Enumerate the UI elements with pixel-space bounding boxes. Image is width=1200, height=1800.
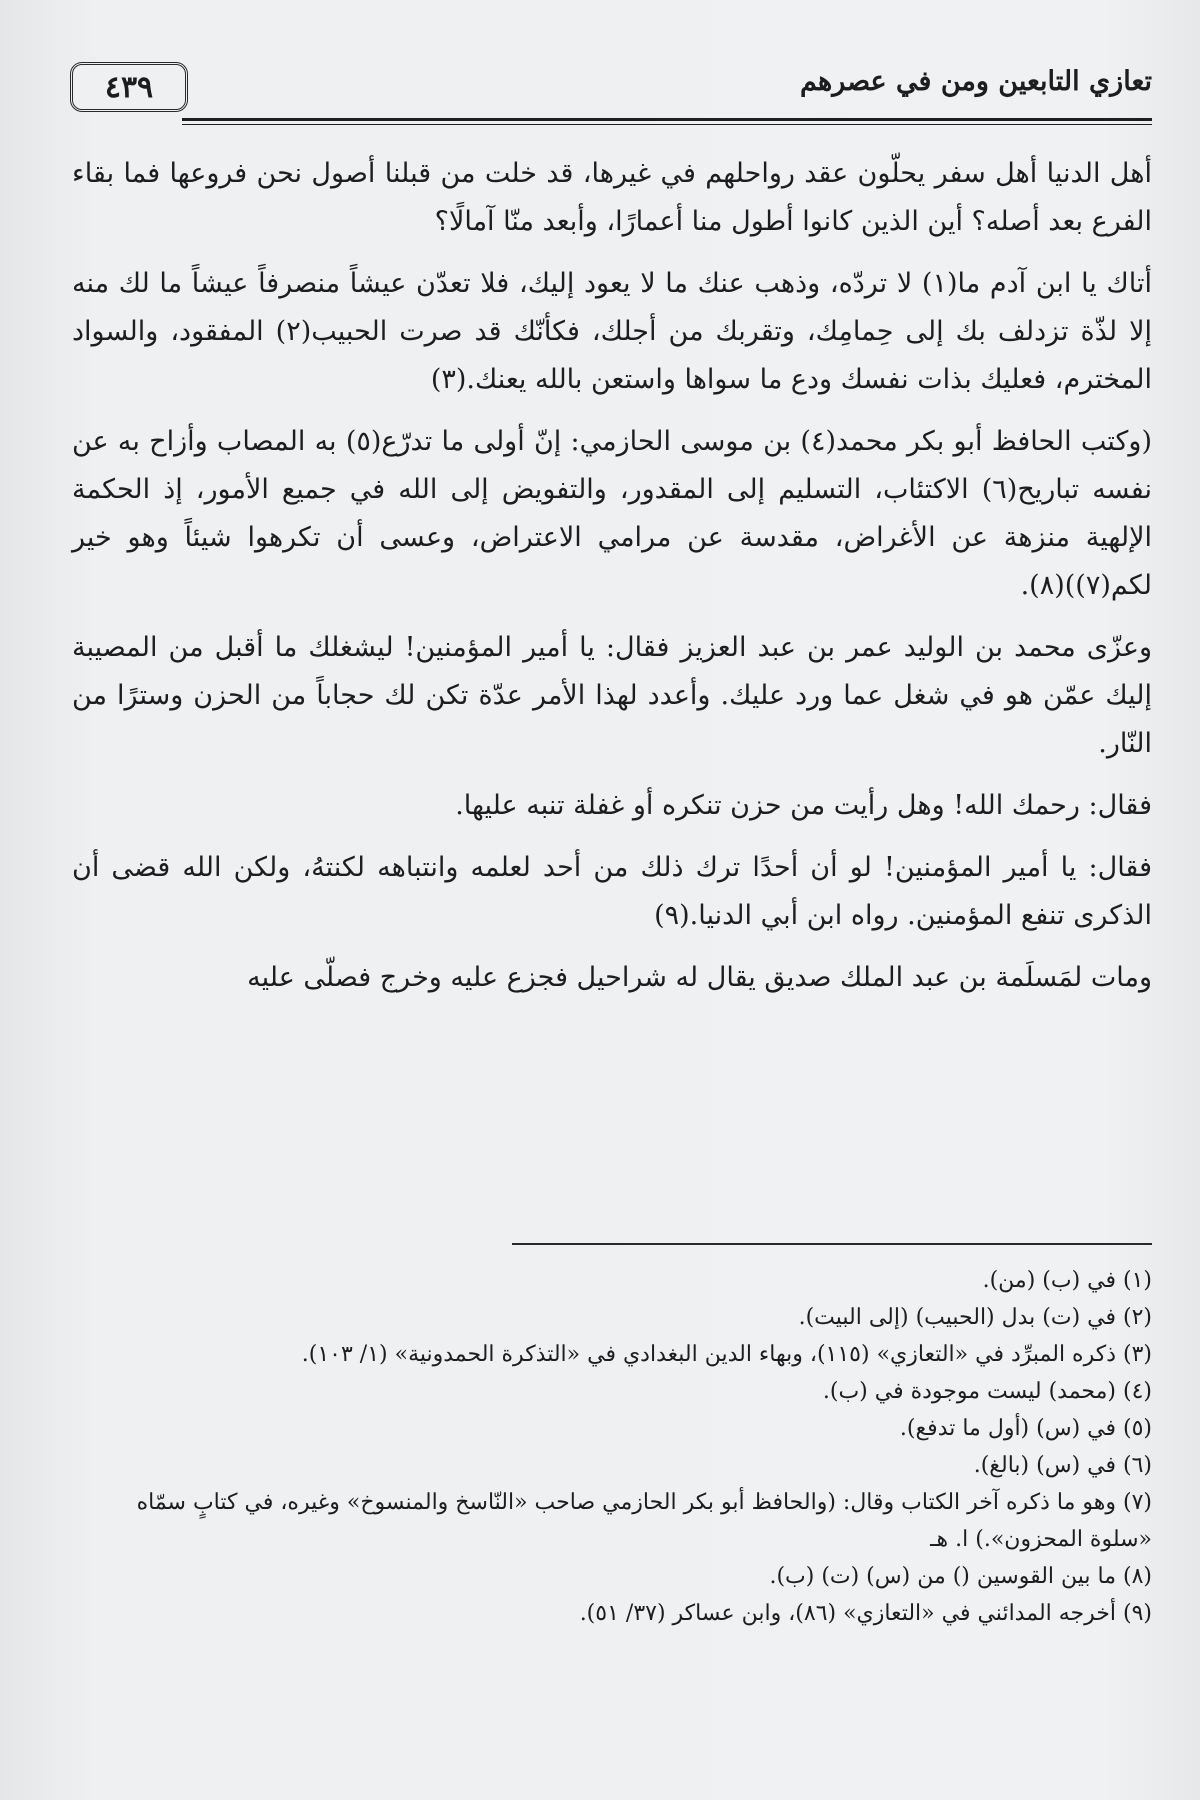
footnote: (٩) أخرجه المدائني في «التعازي» (٨٦)، وابن عساكر (٣٧/ ٥١). xyxy=(579,1601,1152,1626)
paragraph: فقال: رحمك الله! وهل رأيت من حزن تنكره أو غفلة تنبه عليها. xyxy=(455,790,1152,821)
footnote: (٦) في (س) (بالغ). xyxy=(973,1453,1152,1478)
body-text xyxy=(72,150,1152,1016)
footnote: (٨) ما بين القوسين () من (س) (ت) (ب). xyxy=(769,1564,1152,1589)
paragraph: ومات لمَسلَمة بن عبد الملك صديق يقال له شراحيل فجزع عليه وخرج فصلّى عليه xyxy=(247,962,1152,993)
paragraph: وعزّى محمد بن الوليد عمر بن عبد العزيز فقال: يا أمير المؤمنين! ليشغلك ما أقبل من المصيبة إليك عمّن هو في شغل عما ورد عليك. وأعدد لهذا الأمر عدّة تكن لك حجاباً من الحزن وسترًا من النّار. xyxy=(72,632,1152,759)
paragraph: أتاك يا ابن آدم ما(١) لا تردّه، وذهب عنك ما لا يعود إليك، فلا تعدّن عيشاً منصرفاً عيشاً ما لك منه إلا لذّة تزدلف بك إلى حِمامِك، وتقربك من أجلك، فكأنّك قد صرت الحبيب(٢) المفقود، والسواد المخترم، فعليك بذات نفسك ودع ما سواها واستعن بالله يعنك.(٣) xyxy=(72,268,1152,395)
footnote: (١) في (ب) (من). xyxy=(982,1268,1152,1293)
footnote: (٣) ذكره المبرِّد في «التعازي» (١١٥)، وبهاء الدين البغدادي في «التذكرة الحمدونية» (١/ ١٠٣). xyxy=(301,1342,1152,1367)
page-number-badge: ٤٣٩ xyxy=(70,62,188,112)
page-header xyxy=(70,62,1152,126)
footnote-separator xyxy=(512,1243,1152,1245)
paragraph: فقال: يا أمير المؤمنين! لو أن أحدًا ترك ذلك من أحد لعلمه وانتباهه لكنتهُ، ولكن الله قضى أن الذكرى تنفع المؤمنين. رواه ابن أبي الدنيا.(٩) xyxy=(72,852,1152,931)
footnote: (٥) في (س) (أول ما تدفع). xyxy=(899,1416,1152,1441)
paragraph: (وكتب الحافظ أبو بكر محمد(٤) بن موسى الحازمي: إنّ أولى ما تدرّع(٥) به المصاب وأزاح به عن نفسه تباريح(٦) الاكتئاب، التسليم إلى المقدور، والتفويض إلى الله في جميع الأمور، إذ الحكمة الإلهية منزهة عن الأغراض، مقدسة عن مرامي الاعتراض، وعسى أن تكرهوا شيئاً وهو خير لكم(٧))(٨). xyxy=(72,426,1152,601)
header-rule xyxy=(182,118,1152,121)
footnote: (٧) وهو ما ذكره آخر الكتاب وقال: (والحافظ أبو بكر الحازمي صاحب «النّاسخ والمنسوخ» وغيره، في كتابٍ سمّاه «سلوة المحزون».) ا. هـ xyxy=(136,1490,1152,1552)
running-title: تعازي التابعين ومن في عصرهم xyxy=(800,66,1152,97)
footnote: (٤) (محمد) ليست موجودة في (ب). xyxy=(822,1379,1152,1404)
paragraph: أهل الدنيا أهل سفر يحلّون عقد رواحلهم في غيرها، قد خلت من قبلنا أصول نحن فروعها فما بقاء الفرع بعد أصله؟ أين الذين كانوا أطول منا أعمارًا، وأبعد منّا آمالًا؟ xyxy=(72,158,1152,237)
footnotes xyxy=(72,1262,1152,1632)
footnote: (٢) في (ت) بدل (الحبيب) (إلى البيت). xyxy=(798,1305,1152,1330)
